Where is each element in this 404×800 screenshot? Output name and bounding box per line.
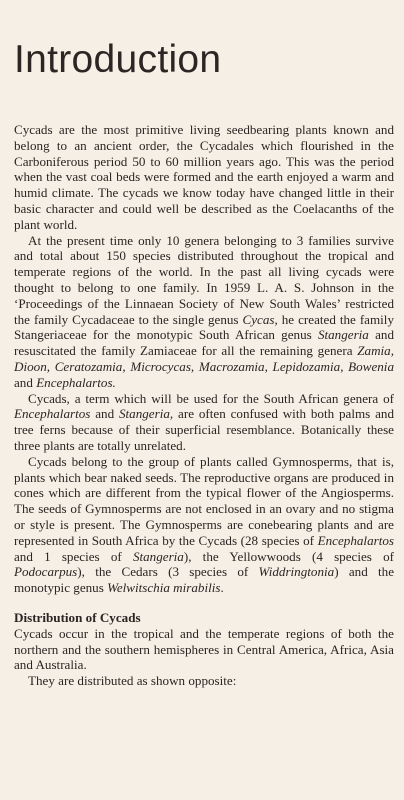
genus-name: Stangeria xyxy=(132,548,184,564)
text-run: ) and the monotypic genus xyxy=(14,564,395,596)
species-name: Welwitschia mirabilis xyxy=(107,580,221,596)
distribution-paragraph-2: They are distributed as shown opposite: xyxy=(28,673,237,689)
genus-name: Podocarpus xyxy=(14,564,78,580)
text-run: and xyxy=(14,374,37,390)
genus-name: Encephalartos xyxy=(14,406,91,422)
text-run: Cycads, a term which will be used for the South African genera of xyxy=(28,390,394,406)
text-run: At the present time only 10 genera belonging to 3 families survive and total about 150 species distributed throughout the tropical and temperate regions of the world. In the past all living cycads were thought to belong to one family. In 1959 L. A. S. Johnson in the ‘Proceedings of the Linnaean Society of New South Wales’ restricted the family Cycadaceae to the single genus xyxy=(14,232,394,327)
text-run: are often confused with both palms and tree ferns because of their superficial resemblance. Botanically these three plants are totally unrelated. xyxy=(14,406,395,453)
genus-name: Encephalartos. xyxy=(36,374,116,390)
text-run: ), the Cedars (3 species of xyxy=(77,564,259,580)
text-run: Cycads belong to the group of plants called Gymnosperms, that is, plants which bear naked seeds. The reproductive organs are produced in cones which are different from the typical flower of the Angiosperms. The seeds of Gymnosperms are not enclosed in an ovary and no stigma or style is present. The Gymnosperms are conebearing plants and are represented in South Africa by the Cycads (28 species of xyxy=(14,453,394,548)
genus-name: Cycas, xyxy=(242,311,278,327)
intro-paragraph-1: Cycads are the most primitive living seedbearing plants known and belong to an ancient order, the Cycadales which flourished in the Carboniferous period 50 to 60 million years ago. This was the period when the vast coal beds were formed and the earth enjoyed a warm and humid climate. The cycads we know today have changed little in their basic character and could well be described as the Coelacanths of the plant world. xyxy=(14,122,394,232)
genus-name: Widdringtonia xyxy=(258,564,335,580)
intro-paragraph-3 xyxy=(14,391,394,454)
text-run: ), the Yellowwoods (4 species of xyxy=(183,548,394,564)
section-heading-distribution: Distribution of Cycads xyxy=(14,609,141,625)
genus-list: Zamia, Dioon, Ceratozamia, Microcycas, Macrozamia, Lepidozamia, Bowenia xyxy=(14,343,394,374)
page-title: Introduction xyxy=(14,38,222,81)
text-run: . xyxy=(220,580,224,596)
text-run: he created the family Stangeriaceae for the monotypic South African genus xyxy=(14,311,394,343)
genus-name: Encephalartos xyxy=(317,532,394,548)
genus-name: Stangeria, xyxy=(118,406,174,422)
distribution-paragraph-1: Cycads occur in the tropical and the temperate regions of both the northern and the southern hemispheres in Central America, Africa, Asia and Australia. xyxy=(14,625,394,673)
genus-name: Stangeria xyxy=(317,327,369,343)
intro-paragraph-4 xyxy=(14,454,394,596)
intro-paragraph-2 xyxy=(14,233,394,391)
text-run: and xyxy=(90,406,119,422)
intro-body xyxy=(14,122,394,689)
text-run: and resuscitated the family Zamiaceae for all the remaining genera xyxy=(14,327,394,359)
text-run: and 1 species of xyxy=(14,548,133,564)
